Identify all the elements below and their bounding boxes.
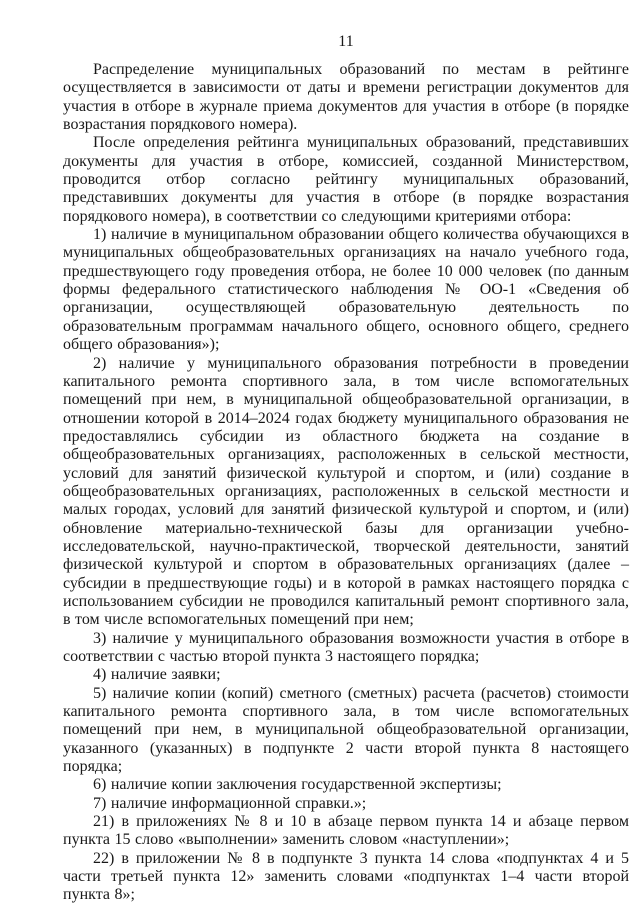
paragraph: 1) наличие в муниципальном образовании общего количества обучающихся в муниципальных общеобразовательных организациях на начало учебного года, предшествующего году проведения отбора, не более 10 000 человек (по данным формы федерального статистического наблюдения № ОО-1 «Сведения об организации, осуществляющей образовательную деятельность по образовательным программам начального общего, основного общего, среднего общего образования»); [63,226,629,354]
paragraph: 3) наличие у муниципального образования возможности участия в отборе в соответствии с частью второй пункта 3 настоящего порядка; [63,629,629,665]
paragraph: 6) наличие копии заключения государственной экспертизы; [93,776,502,794]
paragraph: 2) наличие у муниципального образования потребности в проведении капитального ремонта спортивного зала, в том числе вспомогательных помещений при нем, в муниципальной общеобразовательной организации, в отношении которой в 2014–2024 годах бюджету муниципального образования не предоставлялись субсидии из областного бюджета на создание в общеобразовательных организациях, расположенных в сельской местности, условий для занятий физической культурой и спортом, и (или) создание в общеобразовательных организациях, расположенных в сельской местности и малых городах, условий для занятий физической культурой и спортом, и (или) обновление материально-технической базы для организации учебно-исследовательской, научно-практической, творческой деятельности, занятий физической культурой и спортом в образовательных организациях (далее – субсидии в предшествующие годы) и в которой в рамках настоящего порядка с использованием субсидии не проводился капитальный ремонт спортивного зала, в том числе вспомогательных помещений при нем; [63,354,629,629]
paragraph: 5) наличие копии (копий) сметного (сметных) расчета (расчетов) стоимости капитального ремонта спортивного зала, в том числе вспомогательных помещений при нем, в муниципальной общеобразовательной организации, указанного (указанных) в подпункте 2 части второй пункта 8 настоящего порядка; [63,684,629,776]
paragraph: Распределение муниципальных образований по местам в рейтинге осуществляется в зависимости от даты и времени регистрации документов для участия в отборе в журнале приема документов для участия в отборе (в порядке возрастания порядкового номера). [63,61,629,134]
page-number: 11 [338,33,354,50]
paragraph: 7) наличие информационной справки.»; [93,794,367,812]
document-body [63,61,629,905]
paragraph: 22) в приложении № 8 в подпункте 3 пункта 14 слова «подпунктах 4 и 5 части третьей пункта 12» заменить словами «подпунктах 1–4 части второй пункта 8»; [63,849,629,904]
paragraph: 21) в приложениях № 8 и 10 в абзаце первом пункта 14 и абзаце первом пункта 15 слово «выполнении» заменить словом «наступлении»; [63,813,629,849]
paragraph: 4) наличие заявки; [93,666,221,684]
paragraph: После определения рейтинга муниципальных образований, представивших документы для участия в отборе, комиссией, созданной Министерством, проводится отбор согласно рейтингу муниципальных образований, представивших документы для участия в отборе (в порядке возрастания порядкового номера), в соответствии со следующими критериями отбора: [63,134,629,225]
